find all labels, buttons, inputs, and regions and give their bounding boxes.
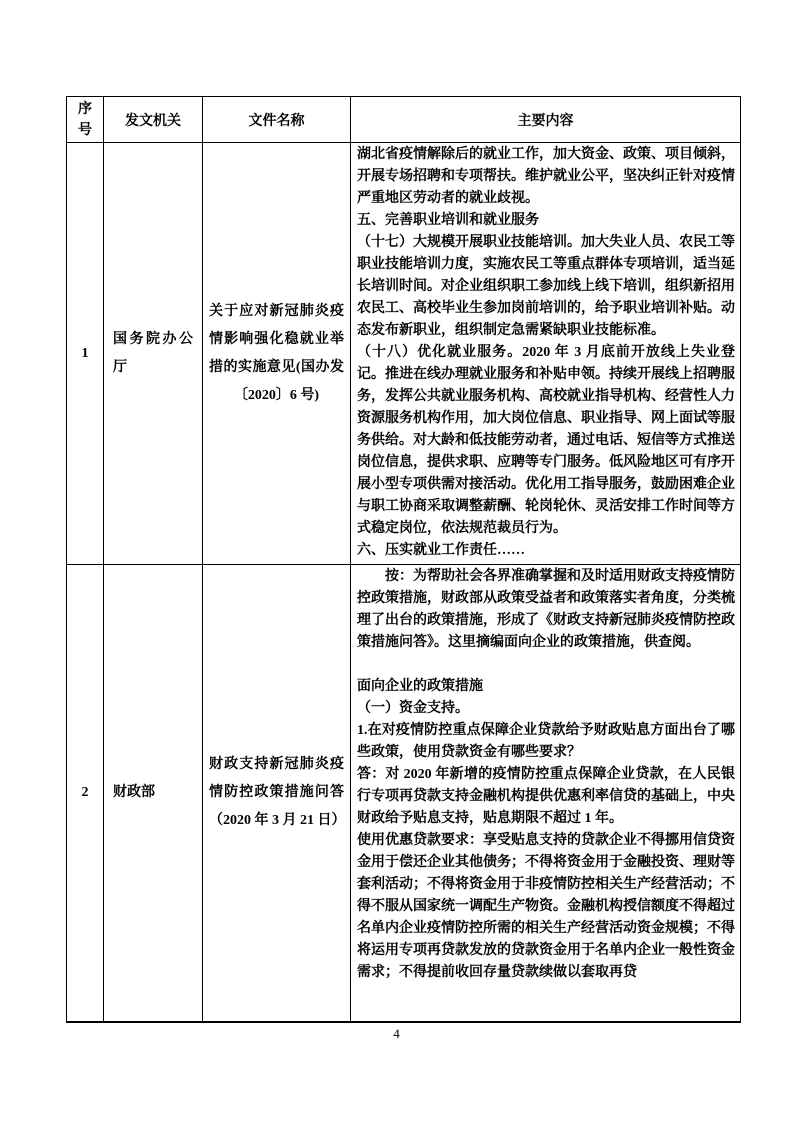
main-content-cell [351, 143, 741, 565]
content-paragraph: （十七）大规模开展职业技能培训。加大失业人员、农民工等职业技能培训力度，实施农民工等重点群体专项培训，适当延长培训时间。对企业组织职工参加线上线下培训，组织新招用农民工、高校毕业生参加岗前培训的，给予职业培训补贴。动态发布新职业，组织制定急需紧缺职业技能标准。 [357, 235, 735, 338]
header-document-name: 文件名称 [203, 97, 351, 143]
content-paragraph: 湖北省疫情解除后的就业工作，加大资金、政策、项目倾斜，开展专场招聘和专项帮扶。维护就业公平，坚决纠正针对疫情严重地区劳动者的就业歧视。 [357, 147, 735, 206]
content-paragraph: 五、完善职业培训和就业服务 [357, 213, 539, 228]
content-paragraph [357, 654, 735, 676]
serial-number-cell: 2 [67, 565, 104, 1022]
content-paragraph: （十八）优化就业服务。2020 年 3 月底前开放线上失业登记。推进在线办理就业服务和补贴申领。持续开展线上招聘服务，发挥公共就业服务机构、高校就业指导机构、经营性人力资源服务机构作用，加大岗位信息、职业指导、网上面试等服务供给。对大龄和低技能劳动者，通过电话、短信等方式推送岗位信息，提供求职、应聘等专门服务。低风险地区可有序开展小型专项供需对接活动。优化用工指导服务，鼓励困难企业与职工协商采取调整薪酬、轮岗轮休、灵活安排工作时间等方式稳定岗位，依法规范裁员行为。 [357, 345, 735, 536]
content-paragraph: 六、压实就业工作责任…… [357, 543, 525, 558]
issuing-agency-cell: 财政部 [104, 565, 203, 1022]
content-paragraph: 面向企业的政策措施 [357, 679, 483, 694]
table-row-2 [67, 565, 741, 1022]
header-main-content: 主要内容 [351, 97, 741, 143]
header-serial-number-label: 序号 [78, 101, 92, 138]
serial-number-cell: 1 [67, 143, 104, 565]
content-paragraph: 1.在对疫情防控重点保障企业贷款给予财政贴息方面出台了哪些政策，使用贷款资金有哪些要求？ [357, 723, 735, 760]
content-paragraph: 按：为帮助社会各界准确掌握和及时适用财政支持疫情防控政策措施，财政部从政策受益者和政策落实者角度，分类梳理了出台的政策措施，形成了《财政支持新冠肺炎疫情防控政策措施问答》。这里摘编面向企业的政策措施，供查阅。 [357, 569, 735, 650]
header-serial-number [67, 97, 104, 143]
content-paragraph: 使用优惠贷款要求：享受贴息支持的贷款企业不得挪用信贷资金用于偿还企业其他债务；不得将资金用于金融投资、理财等套利活动；不得将资金用于非疫情防控相关生产经营活动；不得不服从国家统一调配生产物资。金融机构授信额度不得超过名单内企业疫情防控所需的相关生产经营活动资金规模；不得将运用专项再贷款发放的贷款资金用于名单内企业一般性资金需求；不得提前收回存量贷款续做以套取再贷 [357, 833, 735, 980]
header-issuing-agency: 发文机关 [104, 97, 203, 143]
content-paragraph: （一）资金支持。 [357, 701, 469, 716]
table-header-row [67, 97, 741, 143]
content-paragraph: 答：对 2020 年新增的疫情防控重点保障企业贷款，在人民银行专项再贷款支持金融机构提供优惠利率信贷的基础上，中央财政给予贴息支持，贴息期限不超过 1 年。 [357, 767, 735, 826]
document-name-cell: 关于应对新冠肺炎疫情影响强化稳就业举措的实施意见(国办发〔2020〕6 号) [203, 143, 351, 565]
document-name-cell: 财政支持新冠肺炎疫情防控政策措施问答（2020 年 3 月 21 日） [203, 565, 351, 1022]
table-row-1 [67, 143, 741, 565]
page-number: 4 [393, 1026, 400, 1041]
issuing-agency-cell: 国务院办公厅 [104, 143, 203, 565]
policy-documents-table [66, 96, 741, 1023]
main-content-cell [351, 565, 741, 1022]
